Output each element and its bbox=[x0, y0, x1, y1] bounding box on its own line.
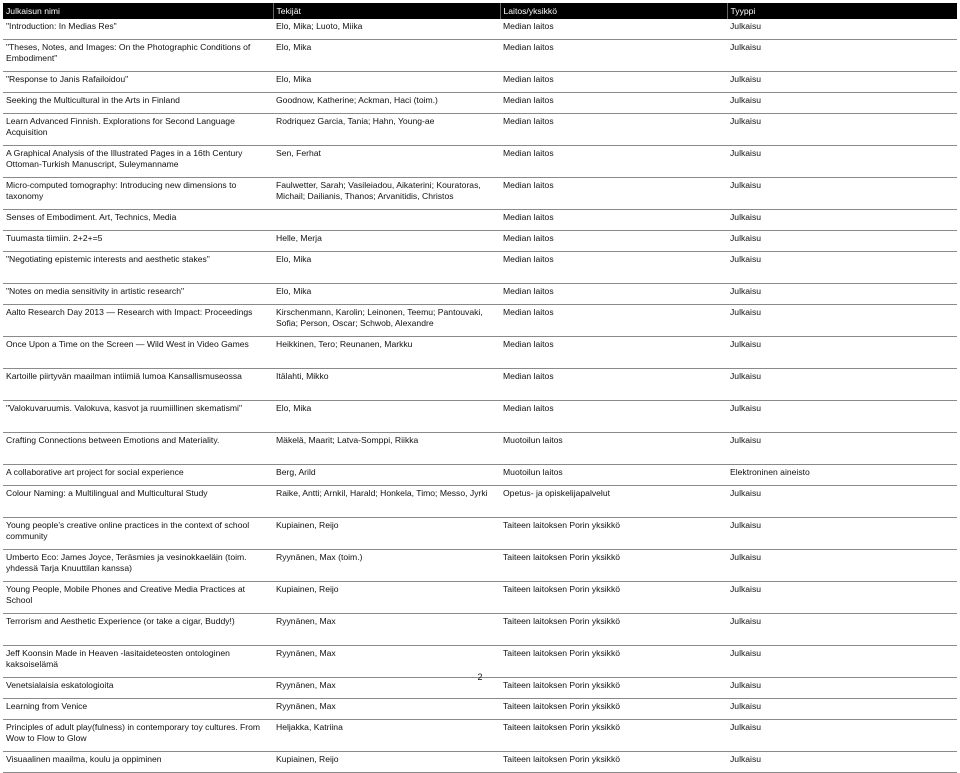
cell-title: Aalto Research Day 2013 ― Research with Impact: Proceedings bbox=[3, 305, 273, 337]
cell-department: Median laitos bbox=[500, 305, 727, 337]
cell-department: Median laitos bbox=[500, 178, 727, 210]
cell-title: "Notes on media sensitivity in artistic research" bbox=[3, 284, 273, 305]
cell-title: Young people’s creative online practices in the context of school community bbox=[3, 518, 273, 550]
cell-type: Julkaisu bbox=[727, 337, 957, 369]
cell-type: Julkaisu bbox=[727, 146, 957, 178]
cell-authors: Rodriquez Garcia, Tania; Hahn, Young-ae bbox=[273, 114, 500, 146]
cell-title: Tuumasta tiimiin. 2+2+=5 bbox=[3, 231, 273, 252]
cell-title: Young People, Mobile Phones and Creative Media Practices at School bbox=[3, 582, 273, 614]
cell-title: Visuaalinen maailma, koulu ja oppiminen bbox=[3, 752, 273, 773]
cell-title: Senses of Embodiment. Art, Technics, Media bbox=[3, 210, 273, 231]
cell-type: Julkaisu bbox=[727, 401, 957, 433]
table-row bbox=[3, 19, 957, 40]
cell-authors: Ryynänen, Max (toim.) bbox=[273, 550, 500, 582]
cell-department: Median laitos bbox=[500, 369, 727, 401]
cell-authors bbox=[273, 210, 500, 231]
table-row bbox=[3, 433, 957, 465]
cell-department: Median laitos bbox=[500, 72, 727, 93]
cell-authors: Elo, Mika bbox=[273, 72, 500, 93]
cell-type: Julkaisu bbox=[727, 720, 957, 752]
cell-department: Median laitos bbox=[500, 210, 727, 231]
cell-authors: Ryynänen, Max bbox=[273, 646, 500, 678]
cell-type: Julkaisu bbox=[727, 699, 957, 720]
cell-department: Median laitos bbox=[500, 252, 727, 284]
table-row bbox=[3, 252, 957, 284]
cell-authors: Kupiainen, Reijo bbox=[273, 752, 500, 773]
cell-title: "Introduction: In Medias Res" bbox=[3, 19, 273, 40]
cell-title: Venetsialaisia eskatologioita bbox=[3, 678, 273, 699]
cell-title: "Response to Janis Rafailoidou" bbox=[3, 72, 273, 93]
cell-title: Learn Advanced Finnish. Explorations for Second Language Acquisition bbox=[3, 114, 273, 146]
cell-type: Julkaisu bbox=[727, 646, 957, 678]
table-row bbox=[3, 178, 957, 210]
cell-title: "Valokuvaruumis. Valokuva, kasvot ja ruumiillinen skematismi" bbox=[3, 401, 273, 433]
table-body bbox=[3, 19, 957, 773]
cell-type: Julkaisu bbox=[727, 114, 957, 146]
cell-authors: Elo, Mika bbox=[273, 40, 500, 72]
cell-authors: Elo, Mika bbox=[273, 252, 500, 284]
cell-type: Julkaisu bbox=[727, 369, 957, 401]
cell-department: Median laitos bbox=[500, 40, 727, 72]
cell-department: Median laitos bbox=[500, 114, 727, 146]
table-row bbox=[3, 72, 957, 93]
table-row bbox=[3, 284, 957, 305]
cell-department: Median laitos bbox=[500, 231, 727, 252]
cell-title: Learning from Venice bbox=[3, 699, 273, 720]
cell-department: Median laitos bbox=[500, 146, 727, 178]
cell-title: Crafting Connections between Emotions and Materiality. bbox=[3, 433, 273, 465]
header-row bbox=[3, 3, 957, 19]
cell-title: Jeff Koonsin Made in Heaven -lasitaideteosten ontologinen kaksoiselämä bbox=[3, 646, 273, 678]
cell-department: Taiteen laitoksen Porin yksikkö bbox=[500, 614, 727, 646]
cell-title: Seeking the Multicultural in the Arts in Finland bbox=[3, 93, 273, 114]
cell-department: Muotoilun laitos bbox=[500, 465, 727, 486]
table-row bbox=[3, 614, 957, 646]
cell-department: Median laitos bbox=[500, 337, 727, 369]
table-row bbox=[3, 720, 957, 752]
cell-type: Julkaisu bbox=[727, 284, 957, 305]
cell-title: A collaborative art project for social experience bbox=[3, 465, 273, 486]
cell-type: Julkaisu bbox=[727, 678, 957, 699]
cell-department: Taiteen laitoksen Porin yksikkö bbox=[500, 550, 727, 582]
table-row bbox=[3, 146, 957, 178]
cell-title: Once Upon a Time on the Screen ― Wild West in Video Games bbox=[3, 337, 273, 369]
cell-authors: Elo, Mika bbox=[273, 401, 500, 433]
cell-authors: Ryynänen, Max bbox=[273, 699, 500, 720]
cell-authors: Ryynänen, Max bbox=[273, 678, 500, 699]
cell-type: Julkaisu bbox=[727, 178, 957, 210]
cell-department: Taiteen laitoksen Porin yksikkö bbox=[500, 752, 727, 773]
table-row bbox=[3, 231, 957, 252]
table-row bbox=[3, 752, 957, 773]
cell-department: Taiteen laitoksen Porin yksikkö bbox=[500, 646, 727, 678]
cell-type: Julkaisu bbox=[727, 19, 957, 40]
cell-type: Julkaisu bbox=[727, 210, 957, 231]
cell-authors: Heljakka, Katriina bbox=[273, 720, 500, 752]
cell-title: Micro-computed tomography: Introducing new dimensions to taxonomy bbox=[3, 178, 273, 210]
cell-authors: Helle, Merja bbox=[273, 231, 500, 252]
cell-department: Muotoilun laitos bbox=[500, 433, 727, 465]
table-row bbox=[3, 518, 957, 550]
table-row bbox=[3, 337, 957, 369]
cell-title: Colour Naming: a Multilingual and Multicultural Study bbox=[3, 486, 273, 518]
cell-authors: Kupiainen, Reijo bbox=[273, 582, 500, 614]
cell-authors: Elo, Mika; Luoto, Miika bbox=[273, 19, 500, 40]
cell-type: Julkaisu bbox=[727, 305, 957, 337]
cell-title: A Graphical Analysis of the Illustrated Pages in a 16th Century Ottoman-Turkish Manuscript, Suleymanname bbox=[3, 146, 273, 178]
cell-authors: Heikkinen, Tero; Reunanen, Markku bbox=[273, 337, 500, 369]
cell-title: Principles of adult play(fulness) in contemporary toy cultures. From Wow to Flow to Glow bbox=[3, 720, 273, 752]
cell-type: Julkaisu bbox=[727, 93, 957, 114]
cell-authors: Kirschenmann, Karolin; Leinonen, Teemu; Pantouvaki, Sofia; Person, Oscar; Schwob, Alexandre bbox=[273, 305, 500, 337]
cell-authors: Goodnow, Katherine; Ackman, Haci (toim.) bbox=[273, 93, 500, 114]
cell-authors: Berg, Arild bbox=[273, 465, 500, 486]
cell-title: Umberto Eco: James Joyce, Teräsmies ja vesinokkaeläin (toim. yhdessä Tarja Knuuttilan kanssa) bbox=[3, 550, 273, 582]
cell-authors: Itälahti, Mikko bbox=[273, 369, 500, 401]
table-row bbox=[3, 210, 957, 231]
table-row bbox=[3, 550, 957, 582]
cell-authors: Sen, Ferhat bbox=[273, 146, 500, 178]
cell-title: "Theses, Notes, and Images: On the Photographic Conditions of Embodiment" bbox=[3, 40, 273, 72]
table-row bbox=[3, 40, 957, 72]
cell-type: Julkaisu bbox=[727, 582, 957, 614]
cell-type: Julkaisu bbox=[727, 550, 957, 582]
cell-department: Median laitos bbox=[500, 401, 727, 433]
cell-department: Median laitos bbox=[500, 93, 727, 114]
cell-department: Median laitos bbox=[500, 284, 727, 305]
cell-type: Julkaisu bbox=[727, 486, 957, 518]
cell-title: Kartoille piirtyvän maailman intiimiä lumoa Kansallismuseossa bbox=[3, 369, 273, 401]
table-row bbox=[3, 305, 957, 337]
cell-department: Taiteen laitoksen Porin yksikkö bbox=[500, 699, 727, 720]
cell-department: Taiteen laitoksen Porin yksikkö bbox=[500, 678, 727, 699]
cell-authors: Mäkelä, Maarit; Latva-Somppi, Riikka bbox=[273, 433, 500, 465]
table-row bbox=[3, 114, 957, 146]
cell-type: Julkaisu bbox=[727, 518, 957, 550]
cell-department: Taiteen laitoksen Porin yksikkö bbox=[500, 518, 727, 550]
cell-department: Median laitos bbox=[500, 19, 727, 40]
header-authors: Tekijät bbox=[273, 3, 500, 19]
cell-type: Julkaisu bbox=[727, 40, 957, 72]
cell-department: Opetus- ja opiskelijapalvelut bbox=[500, 486, 727, 518]
cell-type: Julkaisu bbox=[727, 231, 957, 252]
table-row bbox=[3, 369, 957, 401]
cell-authors: Ryynänen, Max bbox=[273, 614, 500, 646]
cell-type: Julkaisu bbox=[727, 752, 957, 773]
cell-title: "Negotiating epistemic interests and aesthetic stakes" bbox=[3, 252, 273, 284]
cell-department: Taiteen laitoksen Porin yksikkö bbox=[500, 720, 727, 752]
table-row bbox=[3, 465, 957, 486]
cell-authors: Faulwetter, Sarah; Vasileiadou, Aikaterini; Kouratoras, Michail; Dailianis, Thanos; Arvanitidis, Christos bbox=[273, 178, 500, 210]
header-title: Julkaisun nimi bbox=[3, 3, 273, 19]
cell-title: Terrorism and Aesthetic Experience (or take a cigar, Buddy!) bbox=[3, 614, 273, 646]
table-row bbox=[3, 486, 957, 518]
table-row bbox=[3, 93, 957, 114]
table-row bbox=[3, 582, 957, 614]
cell-authors: Raike, Antti; Arnkil, Harald; Honkela, Timo; Messo, Jyrki bbox=[273, 486, 500, 518]
cell-type: Julkaisu bbox=[727, 433, 957, 465]
page-number: 2 bbox=[477, 672, 483, 682]
cell-type: Julkaisu bbox=[727, 72, 957, 93]
cell-department: Taiteen laitoksen Porin yksikkö bbox=[500, 582, 727, 614]
header-type: Tyyppi bbox=[727, 3, 957, 19]
cell-authors: Kupiainen, Reijo bbox=[273, 518, 500, 550]
publications-table bbox=[3, 3, 957, 773]
cell-type: Elektroninen aineisto bbox=[727, 465, 957, 486]
table-header bbox=[3, 3, 957, 19]
cell-authors: Elo, Mika bbox=[273, 284, 500, 305]
header-department: Laitos/yksikkö bbox=[500, 3, 727, 19]
table-row bbox=[3, 401, 957, 433]
cell-type: Julkaisu bbox=[727, 614, 957, 646]
table-row bbox=[3, 699, 957, 720]
cell-type: Julkaisu bbox=[727, 252, 957, 284]
